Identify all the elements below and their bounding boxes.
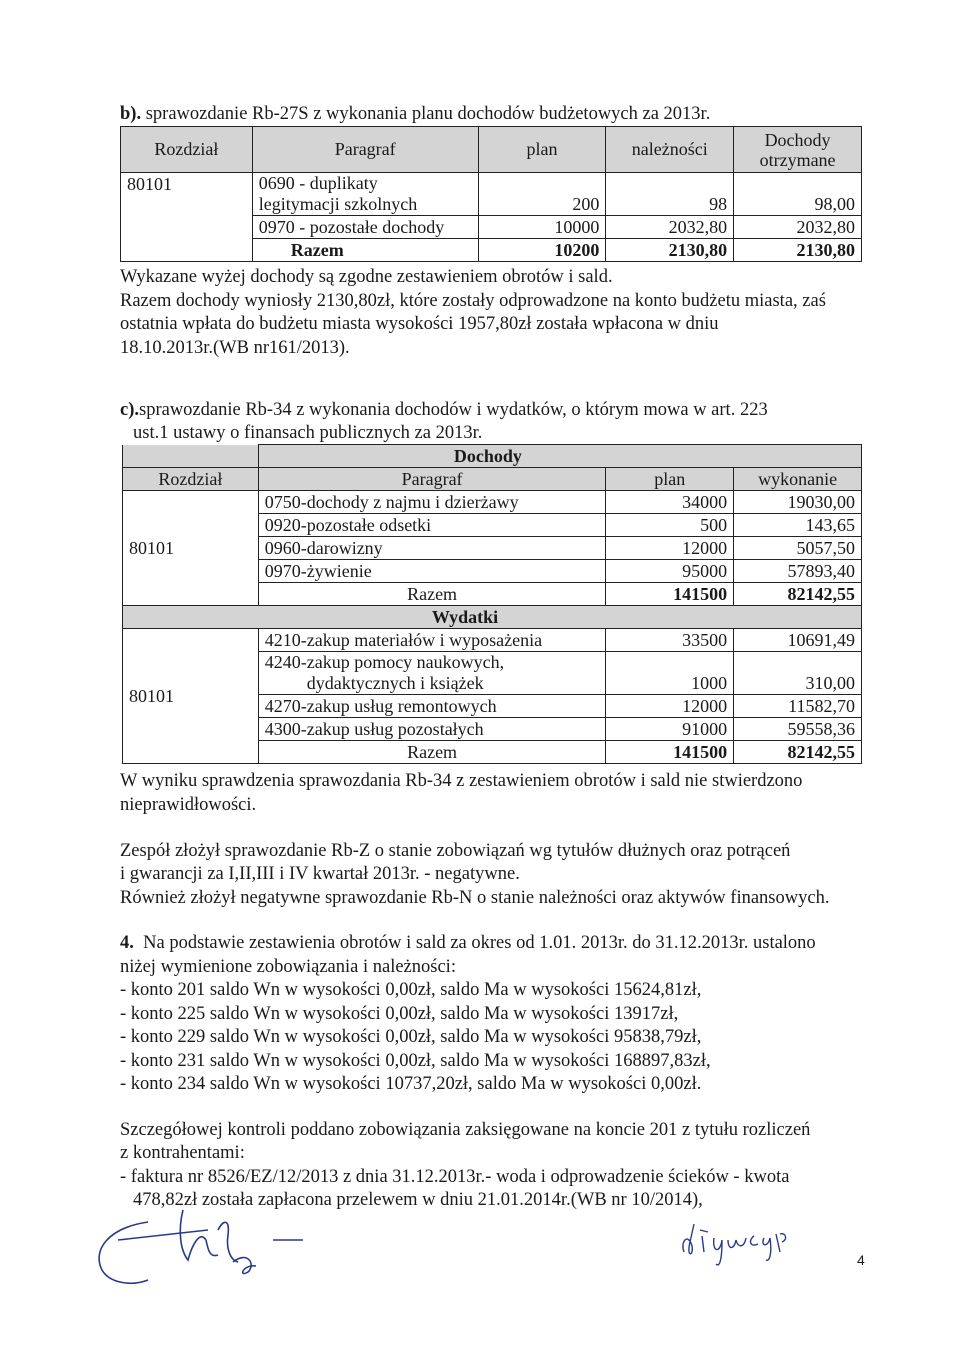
- col-header-paragraf: Paragraf: [252, 127, 478, 173]
- rozdzial-cell: 80101: [123, 629, 259, 764]
- signature-left: [88, 1200, 328, 1290]
- col-header-plan: plan: [478, 127, 606, 173]
- dochody-title: Dochody: [258, 445, 861, 468]
- plan-cell: 12000: [606, 695, 734, 718]
- rb34-dochody-table: [122, 444, 862, 764]
- section-4-text: Na podstawie zestawienia obrotów i sald za okres od 1.01. 2013r. do 31.12.2013r. ustalono: [143, 933, 816, 953]
- list-item: - konto 225 saldo Wn w wysokości 0,00zł, saldo Ma w wysokości 13917zł,: [120, 1004, 679, 1024]
- paragraf-cell: [258, 652, 606, 695]
- dochody-title-row: [123, 445, 862, 468]
- zespol-line2: i gwarancji za I,II,III i IV kwartał 2013r. - negatywne.: [120, 864, 520, 884]
- col-header-rozdzial: Rozdział: [123, 468, 259, 491]
- szczegolowej-line4: 478,82zł została zapłacona przelewem w dniu 21.01.2014r.(WB nr 10/2014),: [133, 1190, 703, 1210]
- wykonanie-cell: 10691,49: [734, 629, 862, 652]
- paragraf-cell: 4300-zakup usług pozostałych: [258, 718, 606, 741]
- paragraf-cell: 0970 - pozostałe dochody: [252, 216, 478, 239]
- plan-cell: 95000: [606, 560, 734, 583]
- list-item: - konto 229 saldo Wn w wysokości 0,00zł, saldo Ma w wysokości 95838,79zł,: [120, 1027, 702, 1047]
- section-b-label: b).: [120, 104, 142, 124]
- total-plan: 10200: [478, 239, 606, 262]
- szczegolowej-line1: Szczegółowej kontroli poddano zobowiązania zaksięgowane na koncie 201 z tytułu rozliczeń: [120, 1120, 811, 1140]
- col-header-plan: plan: [606, 468, 734, 491]
- list-item: - konto 231 saldo Wn w wysokości 0,00zł, saldo Ma w wysokości 168897,83zł,: [120, 1051, 711, 1071]
- paragraf-cell: 4270-zakup usług remontowych: [258, 695, 606, 718]
- section-c-title-line1: sprawozdanie Rb-34 z wykonania dochodów i wydatków, o którym mowa w art. 223: [139, 400, 768, 420]
- zespol-line1: Zespół złożył sprawozdanie Rb-Z o stanie zobowiązań wg tytułów dłużnych oraz potrąceń: [120, 841, 791, 861]
- total-label: Razem: [252, 239, 478, 262]
- table-header-row: [121, 127, 862, 173]
- paragraf-line-1: 0690 - duplikaty: [258, 173, 378, 193]
- wykonanie-cell: 59558,36: [734, 718, 862, 741]
- page-number: 4: [857, 1252, 865, 1268]
- total-label: Razem: [258, 583, 606, 606]
- paragraf-line-1: 4240-zakup pomocy naukowych,: [264, 652, 505, 672]
- signature-right: [676, 1212, 796, 1272]
- table-row: [121, 173, 862, 216]
- wykonanie-cell: 19030,00: [734, 491, 862, 514]
- plan-cell: 200: [478, 173, 606, 216]
- paragraf-cell: 0970-żywienie: [258, 560, 606, 583]
- plan-cell: 10000: [478, 216, 606, 239]
- paragraf-cell: [252, 173, 478, 216]
- total-label: Razem: [258, 741, 606, 764]
- plan-cell: 1000: [606, 652, 734, 695]
- col-header-naleznosci: należności: [606, 127, 734, 173]
- wykonanie-cell: 143,65: [734, 514, 862, 537]
- rb27s-table: [120, 126, 862, 262]
- section-b-para2-line1: Razem dochody wyniosły 2130,80zł, które zostały odprowadzone na konto budżetu miasta, zaś: [120, 291, 826, 311]
- wykonanie-cell: 5057,50: [734, 537, 862, 560]
- plan-cell: 12000: [606, 537, 734, 560]
- section-c-title-line2: ust.1 ustawy o finansach publicznych za 2013r.: [133, 423, 483, 443]
- table-header-row: [123, 468, 862, 491]
- section-c-heading: [120, 399, 768, 421]
- section-b-title: sprawozdanie Rb-27S z wykonania planu dochodów budżetowych za 2013r.: [145, 104, 711, 124]
- wydatki-title: Wydatki: [123, 606, 862, 629]
- total-naleznosci: 2130,80: [606, 239, 734, 262]
- section-4-line2: niżej wymienione zobowiązania i należności:: [120, 957, 456, 977]
- wydatki-title-row: [123, 606, 862, 629]
- col-header-paragraf: Paragraf: [258, 468, 606, 491]
- section-c-label: c).: [120, 400, 139, 420]
- total-dochody: 2130,80: [734, 239, 862, 262]
- section-b-para2-line2: ostatnia wpłata do budżetu miasta wysokości 1957,80zł została wpłacona w dniu: [120, 314, 719, 334]
- szczegolowej-line2: z kontrahentami:: [120, 1143, 245, 1163]
- total-wykonanie: 82142,55: [734, 741, 862, 764]
- section-4-line1: [120, 932, 816, 954]
- section-b-heading: [120, 103, 710, 125]
- naleznosci-cell: 98: [606, 173, 734, 216]
- section-c-para-line2: nieprawidłowości.: [120, 795, 257, 815]
- naleznosci-cell: 2032,80: [606, 216, 734, 239]
- paragraf-cell: 0960-darowizny: [258, 537, 606, 560]
- wykonanie-cell: 310,00: [734, 652, 862, 695]
- list-item: - konto 201 saldo Wn w wysokości 0,00zł, saldo Ma w wysokości 15624,81zł,: [120, 980, 702, 1000]
- plan-cell: 500: [606, 514, 734, 537]
- plan-cell: 34000: [606, 491, 734, 514]
- rozdzial-cell: 80101: [121, 173, 253, 262]
- total-wykonanie: 82142,55: [734, 583, 862, 606]
- col-header-wykonanie: wykonanie: [734, 468, 862, 491]
- total-plan: 141500: [606, 741, 734, 764]
- plan-cell: 33500: [606, 629, 734, 652]
- section-b-para2-line3: 18.10.2013r.(WB nr161/2013).: [120, 338, 350, 358]
- rozdzial-cell: 80101: [123, 491, 259, 606]
- paragraf-line-2: legitymacji szkolnych: [258, 194, 418, 214]
- zespol-line3: Również złożył negatywne sprawozdanie Rb-N o stanie należności oraz aktywów finansowych.: [120, 888, 830, 908]
- paragraf-cell: 0750-dochody z najmu i dzierżawy: [258, 491, 606, 514]
- col-header-rozdzial: Rozdział: [121, 127, 253, 173]
- wykonanie-cell: 57893,40: [734, 560, 862, 583]
- plan-cell: 91000: [606, 718, 734, 741]
- table-row: [123, 491, 862, 514]
- table-row: [123, 629, 862, 652]
- list-item: - konto 234 saldo Wn w wysokości 10737,20zł, saldo Ma w wysokości 0,00zł.: [120, 1074, 702, 1094]
- section-c-para-line1: W wyniku sprawdzenia sprawozdania Rb-34 z zestawieniem obrotów i sald nie stwierdzono: [120, 771, 803, 791]
- dochody-cell: 98,00: [734, 173, 862, 216]
- section-b-para1: Wykazane wyżej dochody są zgodne zestawieniem obrotów i sald.: [120, 267, 613, 287]
- wykonanie-cell: 11582,70: [734, 695, 862, 718]
- section-4-number: 4.: [120, 933, 134, 953]
- col-header-dochody: Dochody otrzymane: [734, 127, 862, 173]
- paragraf-cell: 0920-pozostałe odsetki: [258, 514, 606, 537]
- paragraf-cell: 4210-zakup materiałów i wyposażenia: [258, 629, 606, 652]
- paragraf-line-2: dydaktycznych i książek: [306, 673, 484, 693]
- dochody-cell: 2032,80: [734, 216, 862, 239]
- szczegolowej-line3: - faktura nr 8526/EZ/12/2013 z dnia 31.12.2013r.- woda i odprowadzenie ścieków - kwota: [120, 1167, 790, 1187]
- total-plan: 141500: [606, 583, 734, 606]
